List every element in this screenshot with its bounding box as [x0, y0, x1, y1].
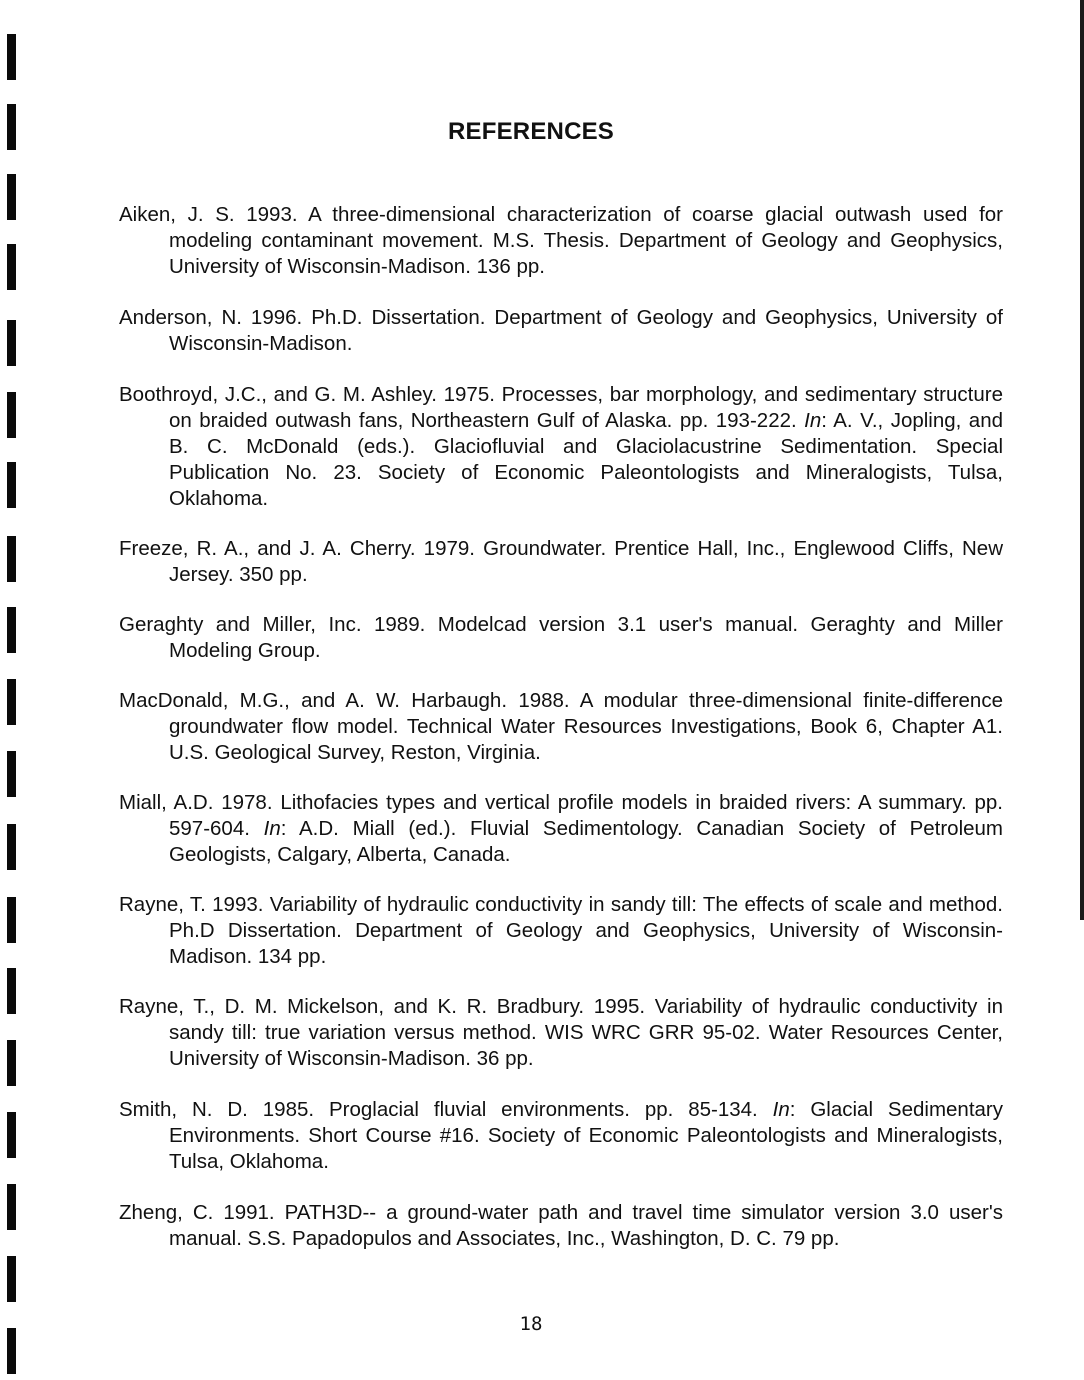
binding-bar [7, 968, 16, 1014]
binding-bar [7, 320, 16, 366]
reference-entry [119, 536, 1003, 588]
binding-bar [7, 1184, 16, 1230]
reference-text-continued: : A.D. Miall (ed.). Fluvial Sedimentology. Canadian Society of Petroleum Geologists, Calgary, Alberta, Canada. [169, 817, 1004, 866]
binding-bar [7, 1040, 16, 1086]
page-title: REFERENCES [447, 118, 615, 145]
reference-text: MacDonald, M.G., and A. W. Harbaugh. 1988. A modular three-dimensional finite-difference groundwater flow model. Technical Water Resources Investigations, Book 6, Chapter A1. U.S. Geological Survey, Reston, Virginia. [119, 689, 1003, 764]
reference-entry [119, 994, 1003, 1072]
reference-entry [119, 892, 1003, 970]
reference-entry [119, 305, 1003, 357]
reference-text: Rayne, T. 1993. Variability of hydraulic conductivity in sandy till: The effects of scale and method. Ph.D Dissertation. Department of Geology and Geophysics, University of Wisconsin-Madison. 134 pp. [119, 893, 1003, 968]
binding-bar [7, 462, 16, 508]
binding-bar [7, 34, 16, 80]
binding-bar [7, 679, 16, 725]
binding-bar [7, 897, 16, 943]
binding-bar [7, 751, 16, 797]
page-right-edge [1080, 0, 1084, 920]
reference-entry [119, 790, 1003, 868]
reference-text: Freeze, R. A., and J. A. Cherry. 1979. Groundwater. Prentice Hall, Inc., Englewood Cliffs, New Jersey. 350 pp. [119, 537, 1003, 586]
reference-entry [119, 612, 1003, 664]
reference-text-continued: : A. V., Jopling, and B. C. McDonald (eds.). Glaciofluvial and Glaciolacustrine Sedimentation. Special Publication No. 23. Society of Economic Paleontologists and Mineralogists, Tulsa, Oklahoma. [169, 409, 1003, 510]
reference-text: Smith, N. D. 1985. Proglacial fluvial environments. pp. 85-134. [119, 1098, 773, 1121]
page-number: 18 [519, 1313, 543, 1335]
binding-bar [7, 1112, 16, 1158]
reference-text: Rayne, T., D. M. Mickelson, and K. R. Bradbury. 1995. Variability of hydraulic conductivity in sandy till: true variation versus method. WIS WRC GRR 95-02. Water Resources Center, University of Wisconsin-Madison. 36 pp. [119, 995, 1003, 1070]
reference-italic: In [804, 409, 822, 432]
reference-entry [119, 1097, 1003, 1175]
reference-text: Zheng, C. 1991. PATH3D-- a ground-water path and travel time simulator version 3.0 user's manual. S.S. Papadopulos and Associates, Inc., Washington, D. C. 79 pp. [119, 1201, 1003, 1250]
reference-entry [119, 688, 1003, 766]
reference-entry [119, 382, 1003, 512]
reference-italic: In [263, 817, 281, 840]
reference-text-continued: : Glacial Sedimentary Environments. Short Course #16. Society of Economic Paleontologists and Mineralogists, Tulsa, Oklahoma. [169, 1098, 1003, 1173]
binding-bar [7, 1256, 16, 1302]
reference-entry [119, 202, 1003, 280]
reference-entry [119, 1200, 1003, 1252]
reference-italic: In [772, 1098, 790, 1121]
binding-bar [7, 536, 16, 582]
binding-bar [7, 392, 16, 438]
binding-bar [7, 607, 16, 653]
reference-text: Anderson, N. 1996. Ph.D. Dissertation. Department of Geology and Geophysics, University of Wisconsin-Madison. [119, 306, 1003, 355]
reference-text: Geraghty and Miller, Inc. 1989. Modelcad version 3.1 user's manual. Geraghty and Miller Modeling Group. [119, 613, 1003, 662]
binding-bar [7, 174, 16, 220]
binding-bar [7, 244, 16, 290]
reference-text: Miall, A.D. 1978. Lithofacies types and vertical profile models in braided rivers: A summary. pp. 597-604. [119, 791, 1003, 840]
reference-text: Aiken, J. S. 1993. A three-dimensional characterization of coarse glacial outwash used for modeling contaminant movement. M.S. Thesis. Department of Geology and Geophysics, University of Wisconsin-Madison. 136 pp. [119, 203, 1003, 278]
binding-bar [7, 824, 16, 870]
reference-text: Boothroyd, J.C., and G. M. Ashley. 1975. Processes, bar morphology, and sedimentary structure on braided outwash fans, Northeastern Gulf of Alaska. pp. 193-222. [119, 383, 1003, 432]
